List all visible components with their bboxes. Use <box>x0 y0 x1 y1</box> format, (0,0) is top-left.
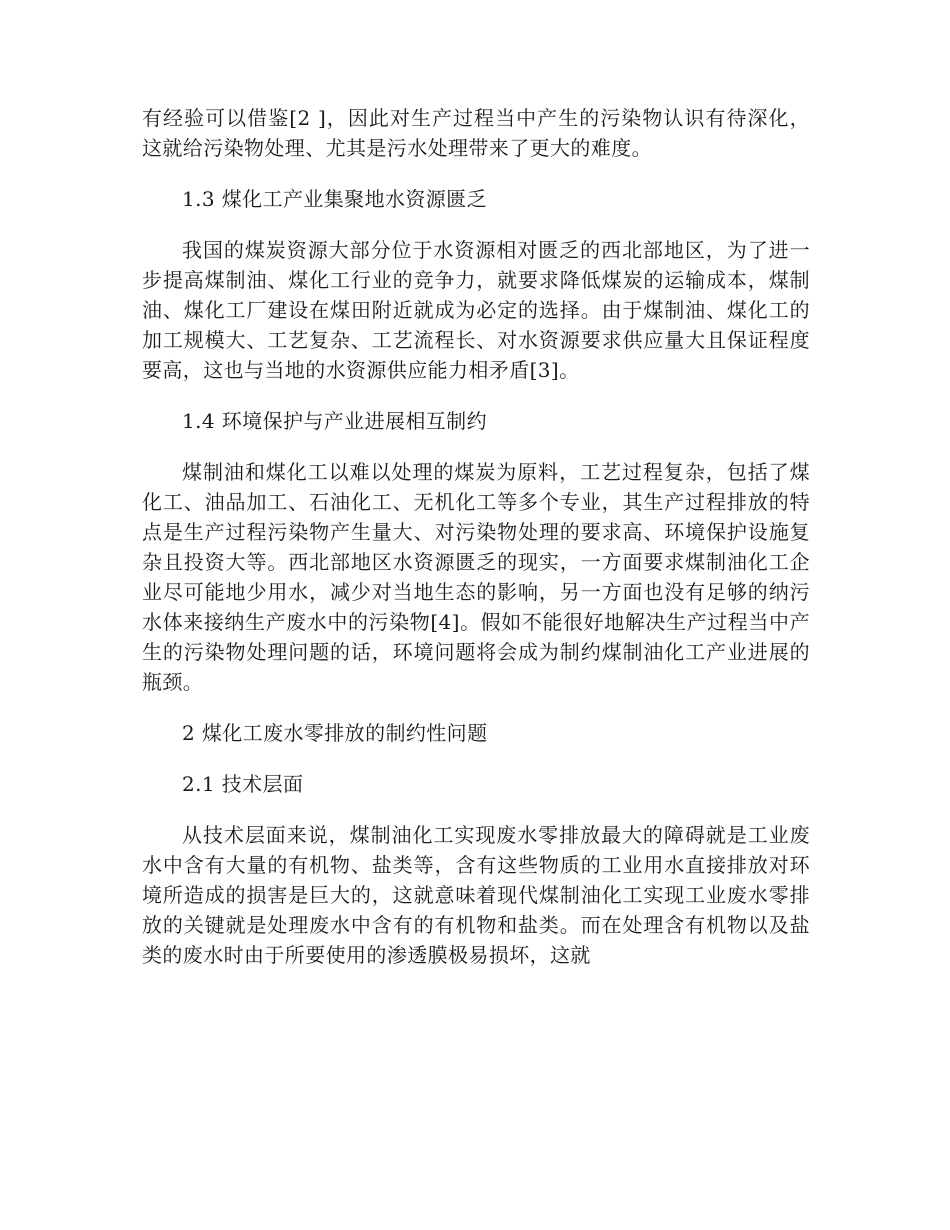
paragraph-continued: 有经验可以借鉴[2 ]，因此对生产过程当中产生的污染物认识有待深化，这就给污染物处理、尤其是污水处理带来了更大的难度。 <box>142 106 810 160</box>
section-heading-2: 2 煤化工废水零排放的制约性问题 <box>182 721 488 745</box>
section-heading-1-4: 1.4 环境保护与产业进展相互制约 <box>182 409 487 433</box>
section-heading-1-3: 1.3 煤化工产业集聚地水资源匮乏 <box>182 187 487 211</box>
document-page <box>142 103 810 991</box>
section-heading-2-1: 2.1 技术层面 <box>182 772 304 796</box>
paragraph-water-resources: 我国的煤炭资源大部分位于水资源相对匮乏的西北部地区，为了进一步提高煤制油、煤化工行业的竞争力，就要求降低煤炭的运输成本，煤制油、煤化工厂建设在煤田附近就成为必定的选择。由于煤制油、煤化工的加工规模大、工艺复杂、工艺流程长、对水资源要求供应量大且保证程度要高，这也与当地的水资源供应能力相矛盾[3]。 <box>142 238 810 382</box>
paragraph-technical: 从技术层面来说，煤制油化工实现废水零排放最大的障碍就是工业废水中含有大量的有机物、盐类等，含有这些物质的工业用水直接排放对环境所造成的损害是巨大的，这就意味着现代煤制油化工实现工业废水零排放的关键就是处理废水中含有的有机物和盐类。而在处理含有机物以及盐类的废水时由于所要使用的渗透膜极易损坏，这就 <box>142 823 810 967</box>
paragraph-environment: 煤制油和煤化工以难以处理的煤炭为原料，工艺过程复杂，包括了煤化工、油品加工、石油化工、无机化工等多个专业，其生产过程排放的特点是生产过程污染物产生量大、对污染物处理的要求高、环境保护设施复杂且投资大等。西北部地区水资源匮乏的现实，一方面要求煤制油化工企业尽可能地少用水，减少对当地生态的影响，另一方面也没有足够的纳污水体来接纳生产废水中的污染物[4]。假如不能很好地解决生产过程当中产生的污染物处理问题的话，环境问题将会成为制约煤制油化工产业进展的瓶颈。 <box>142 460 810 694</box>
